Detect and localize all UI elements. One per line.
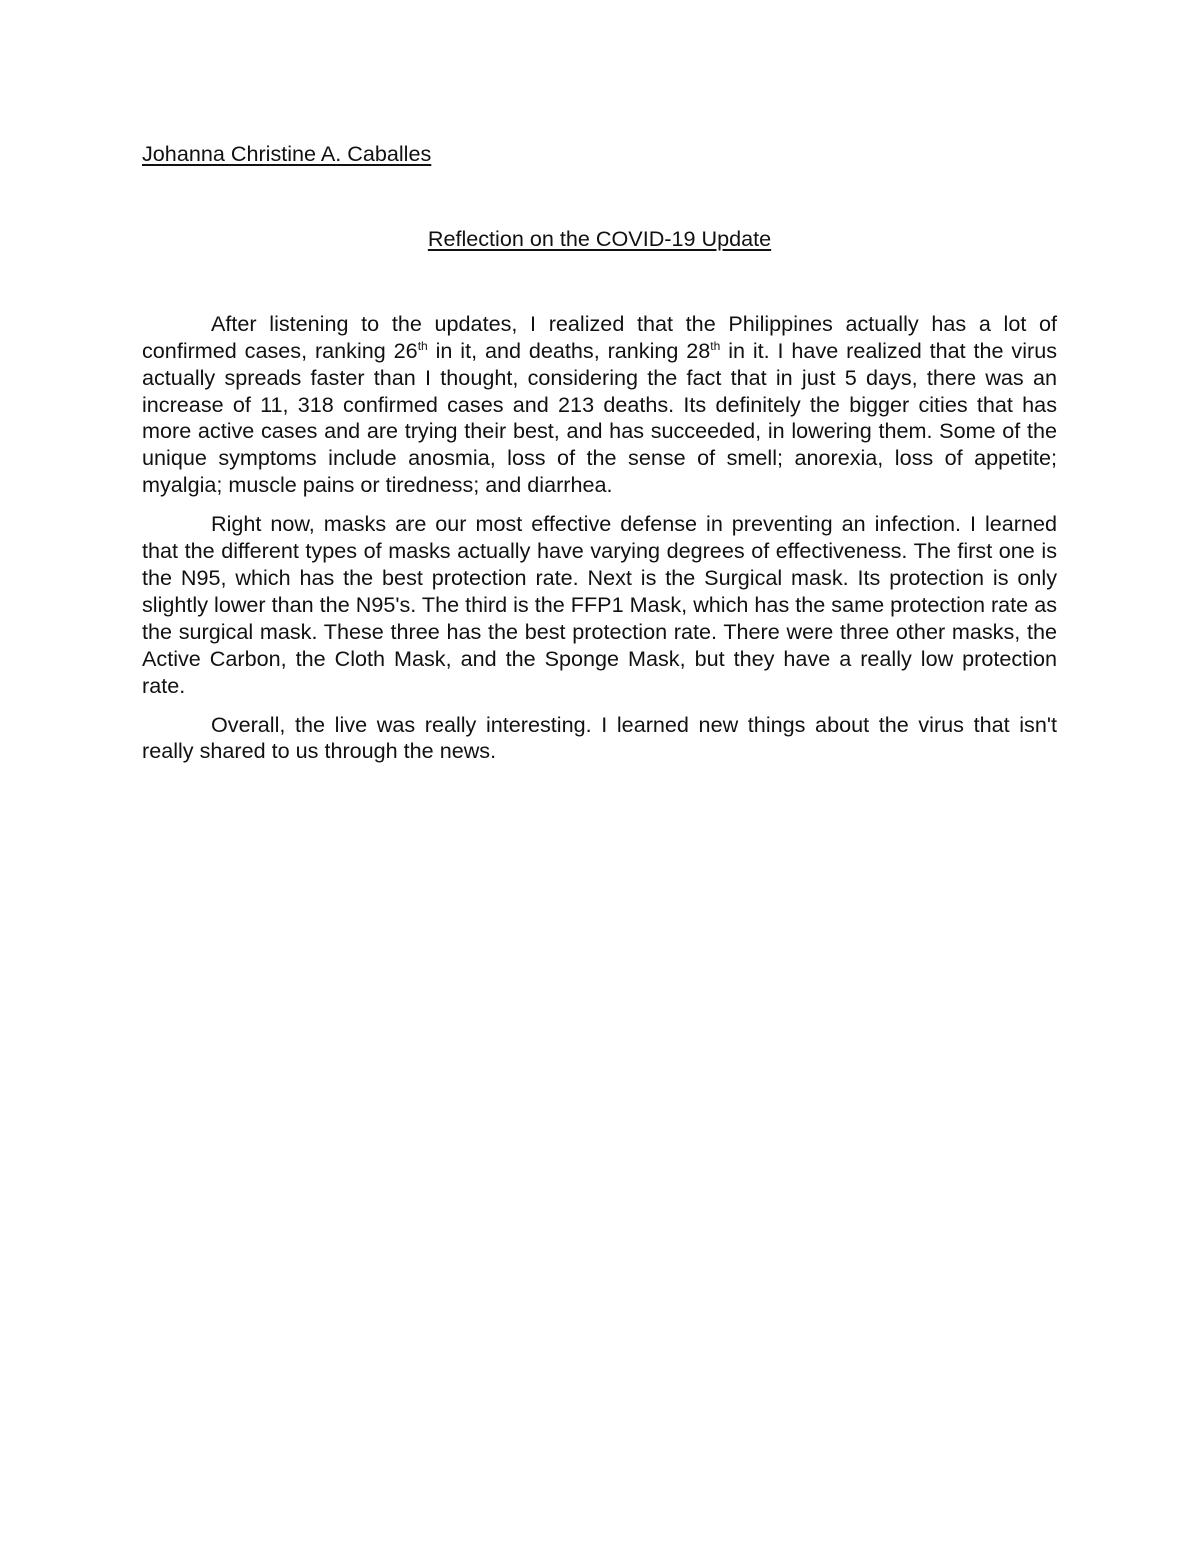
document-content bbox=[142, 141, 1057, 765]
paragraph-1-text-a: After listening to the updates, I realized that the Philippines actually has a lot of confirmed cases, ranking 26 bbox=[142, 310, 1057, 363]
document-title: Reflection on the COVID-19 Update bbox=[427, 225, 772, 251]
paragraph-1-text-b: in it, and deaths, ranking 28 bbox=[427, 337, 711, 363]
paragraph-1-text-c: in it. I have realized that the virus actually spreads faster than I thought, considering the fact that in just 5 days, there was an increase of 11, 318 confirmed cases and 213 deaths. Its definitely the bigger cities that has more active cases and are trying their best, and has succeeded, in lowering them. Some of the unique symptoms include anosmia, loss of the sense of smell; anorexia, loss of appetite; myalgia; muscle pains or tiredness; and diarrhea. bbox=[142, 337, 1058, 498]
paragraph-1 bbox=[142, 311, 1057, 499]
author-name: Johanna Christine A. Caballes bbox=[142, 141, 432, 166]
ordinal-suffix-26: th bbox=[417, 338, 428, 353]
paragraph-2: Right now, masks are our most effective defense in preventing an infection. I learned that the different types of masks actually have varying degrees of effectiveness. The first one is the N95, which has the best protection rate. Next is the Surgical mask. Its protection is only slightly lower than the N95's. The third is the FFP1 Mask, which has the same protection rate as the surgical mask. These three has the best protection rate. There were three other masks, the Active Carbon, the Cloth Mask, and the Sponge Mask, but they have a really low protection rate. bbox=[142, 511, 1057, 698]
paragraph-3: Overall, the live was really interesting. I learned new things about the virus that isn't really shared to us through the news. bbox=[142, 711, 1057, 764]
ordinal-suffix-28: th bbox=[710, 338, 721, 353]
